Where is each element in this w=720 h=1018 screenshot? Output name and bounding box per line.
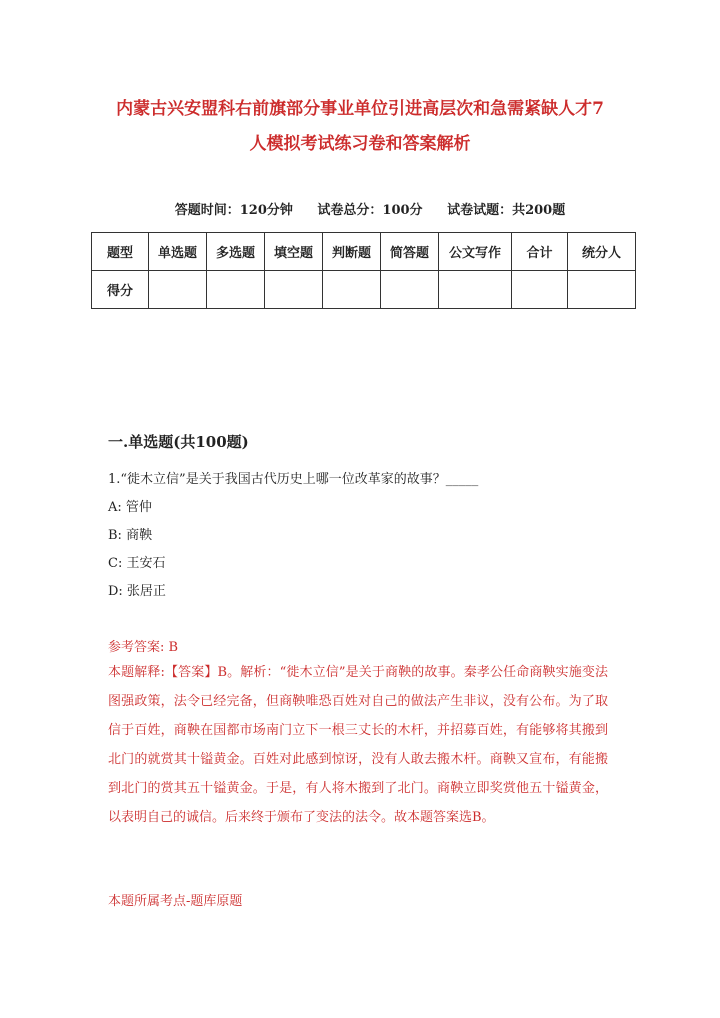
score-header-cell: 合计	[512, 233, 568, 271]
score-cell	[149, 271, 207, 309]
score-header-cell: 单选题	[149, 233, 207, 271]
exam-meta	[90, 199, 650, 218]
option-d: D: 张居正	[108, 584, 166, 599]
score-header-cell: 统分人	[568, 233, 636, 271]
score-cell	[439, 271, 512, 309]
score-header-cell: 公文写作	[439, 233, 512, 271]
score-cell	[207, 271, 265, 309]
score-header-cell: 填空题	[265, 233, 323, 271]
option-c: C: 王安石	[108, 556, 166, 571]
exam-title-line-1: 内蒙古兴安盟科右前旗部分事业单位引进高层次和急需紧缺人才7	[116, 99, 604, 119]
exam-time: 答题时间：120分钟	[174, 203, 293, 218]
score-table	[91, 232, 636, 309]
knowledge-point: 本题所属考点-题库原题	[108, 894, 243, 909]
score-cell	[323, 271, 381, 309]
score-cell	[381, 271, 439, 309]
section-heading: 一.单选题(共100题)	[108, 433, 249, 451]
score-cell	[568, 271, 636, 309]
score-table-header-row	[92, 233, 636, 271]
score-cell	[265, 271, 323, 309]
score-table-score-row	[92, 271, 636, 309]
score-row-label: 得分	[92, 271, 149, 309]
exam-title-line-2: 人模拟考试练习卷和答案解析	[249, 134, 471, 154]
score-cell	[512, 271, 568, 309]
option-a: A: 管仲	[108, 500, 152, 515]
score-header-cell: 题型	[92, 233, 149, 271]
score-header-cell: 简答题	[381, 233, 439, 271]
answer-explanation: 本题解释:【答案】B。解析：“徙木立信”是关于商鞅的故事。秦孝公任命商鞅实施变法图强政策，法令已经完备，但商鞅唯恐百姓对自己的做法产生非议，没有公布。为了取信于百姓，商鞅在国都市场南门立下一根三丈长的木杆，并招募百姓，有能够将其搬到北门的就赏其十镒黄金。百姓对此感到惊讶，没有人敢去搬木杆。商鞅又宣布，有能搬到北门的赏其五十镒黄金。于是，有人将木搬到了北门。商鞅立即奖赏他五十镒黄金，以表明自己的诚信。后来终于颁布了变法的法令。故本题答案选B。	[108, 665, 608, 825]
reference-answer: 参考答案: B	[108, 640, 179, 655]
exam-question-count: 试卷试题：共200题	[447, 203, 566, 218]
score-header-cell: 判断题	[323, 233, 381, 271]
option-b: B: 商鞅	[108, 528, 153, 543]
question-stem: 1.“徙木立信”是关于我国古代历史上哪一位改革家的故事？_____	[108, 472, 479, 487]
exam-total-score: 试卷总分：100分	[317, 203, 423, 218]
score-header-cell: 多选题	[207, 233, 265, 271]
